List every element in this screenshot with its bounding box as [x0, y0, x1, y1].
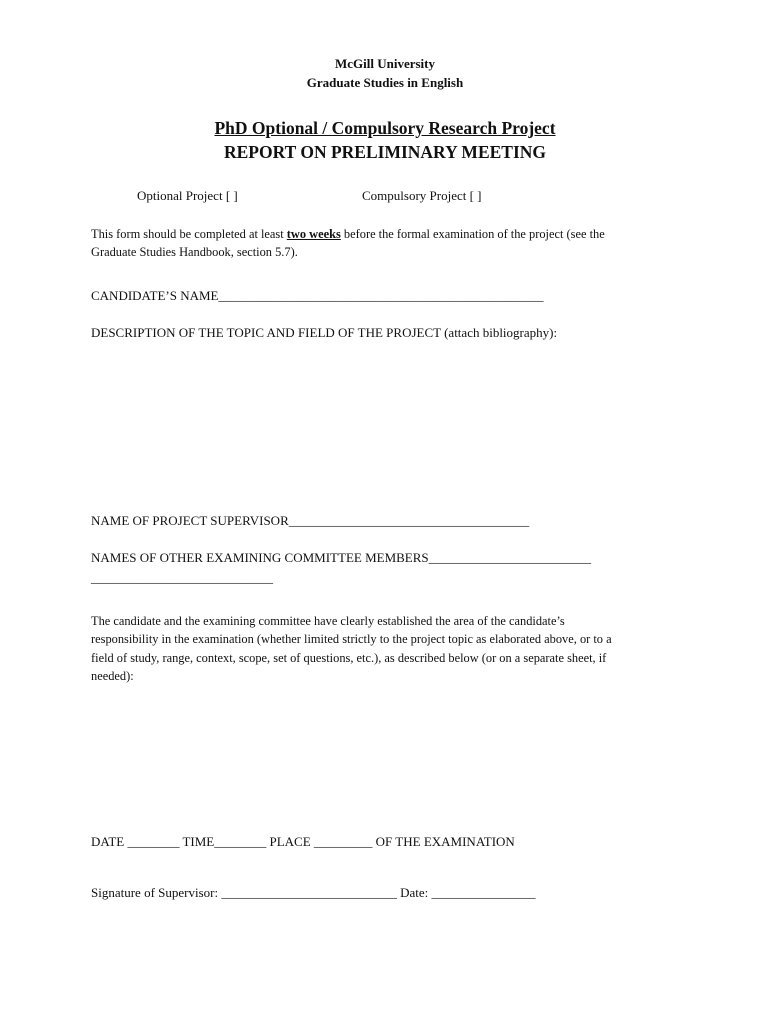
compulsory-project-checkbox[interactable]: Compulsory Project [ ]	[362, 188, 482, 203]
committee-members-field[interactable]: NAMES OF OTHER EXAMINING COMMITTEE MEMBERS_________________________	[91, 550, 592, 565]
instruction-before: This form should be completed at least	[91, 227, 287, 241]
instruction-after: before the formal examination of the project (see the	[340, 227, 605, 241]
committee-members-field-continued[interactable]: ____________________________	[91, 570, 273, 585]
instruction-line-1	[91, 225, 605, 243]
supervisor-field[interactable]: NAME OF PROJECT SUPERVISOR_____________________________________	[91, 513, 530, 528]
form-title: PhD Optional / Compulsory Research Project	[214, 118, 556, 138]
form-subtitle: REPORT ON PRELIMINARY MEETING	[223, 142, 547, 162]
instruction-emphasis: two weeks	[286, 227, 341, 241]
instruction-line-2: Graduate Studies Handbook, section 5.7).	[91, 245, 298, 259]
responsibility-line-3: field of study, range, context, scope, set of questions, etc.), as described below (or on a separate sheet, if	[91, 651, 607, 665]
responsibility-line-2: responsibility in the examination (whether limited strictly to the project topic as elaborated above, or to a	[91, 632, 612, 646]
optional-project-checkbox[interactable]: Optional Project [ ]	[137, 188, 238, 203]
examination-details-field[interactable]: DATE ________ TIME________ PLACE _________ OF THE EXAMINATION	[91, 834, 515, 849]
responsibility-line-4: needed):	[91, 669, 134, 683]
university-name: McGill University	[334, 56, 435, 71]
supervisor-signature-field[interactable]: Signature of Supervisor: ___________________________ Date: ________________	[91, 885, 536, 900]
candidate-name-field[interactable]: CANDIDATE’S NAME__________________________________________________	[91, 288, 544, 303]
responsibility-line-1: The candidate and the examining committee have clearly established the area of the candidate’s	[91, 614, 565, 628]
department-name: Graduate Studies in English	[306, 75, 464, 90]
description-label: DESCRIPTION OF THE TOPIC AND FIELD OF THE PROJECT (attach bibliography):	[91, 325, 558, 340]
